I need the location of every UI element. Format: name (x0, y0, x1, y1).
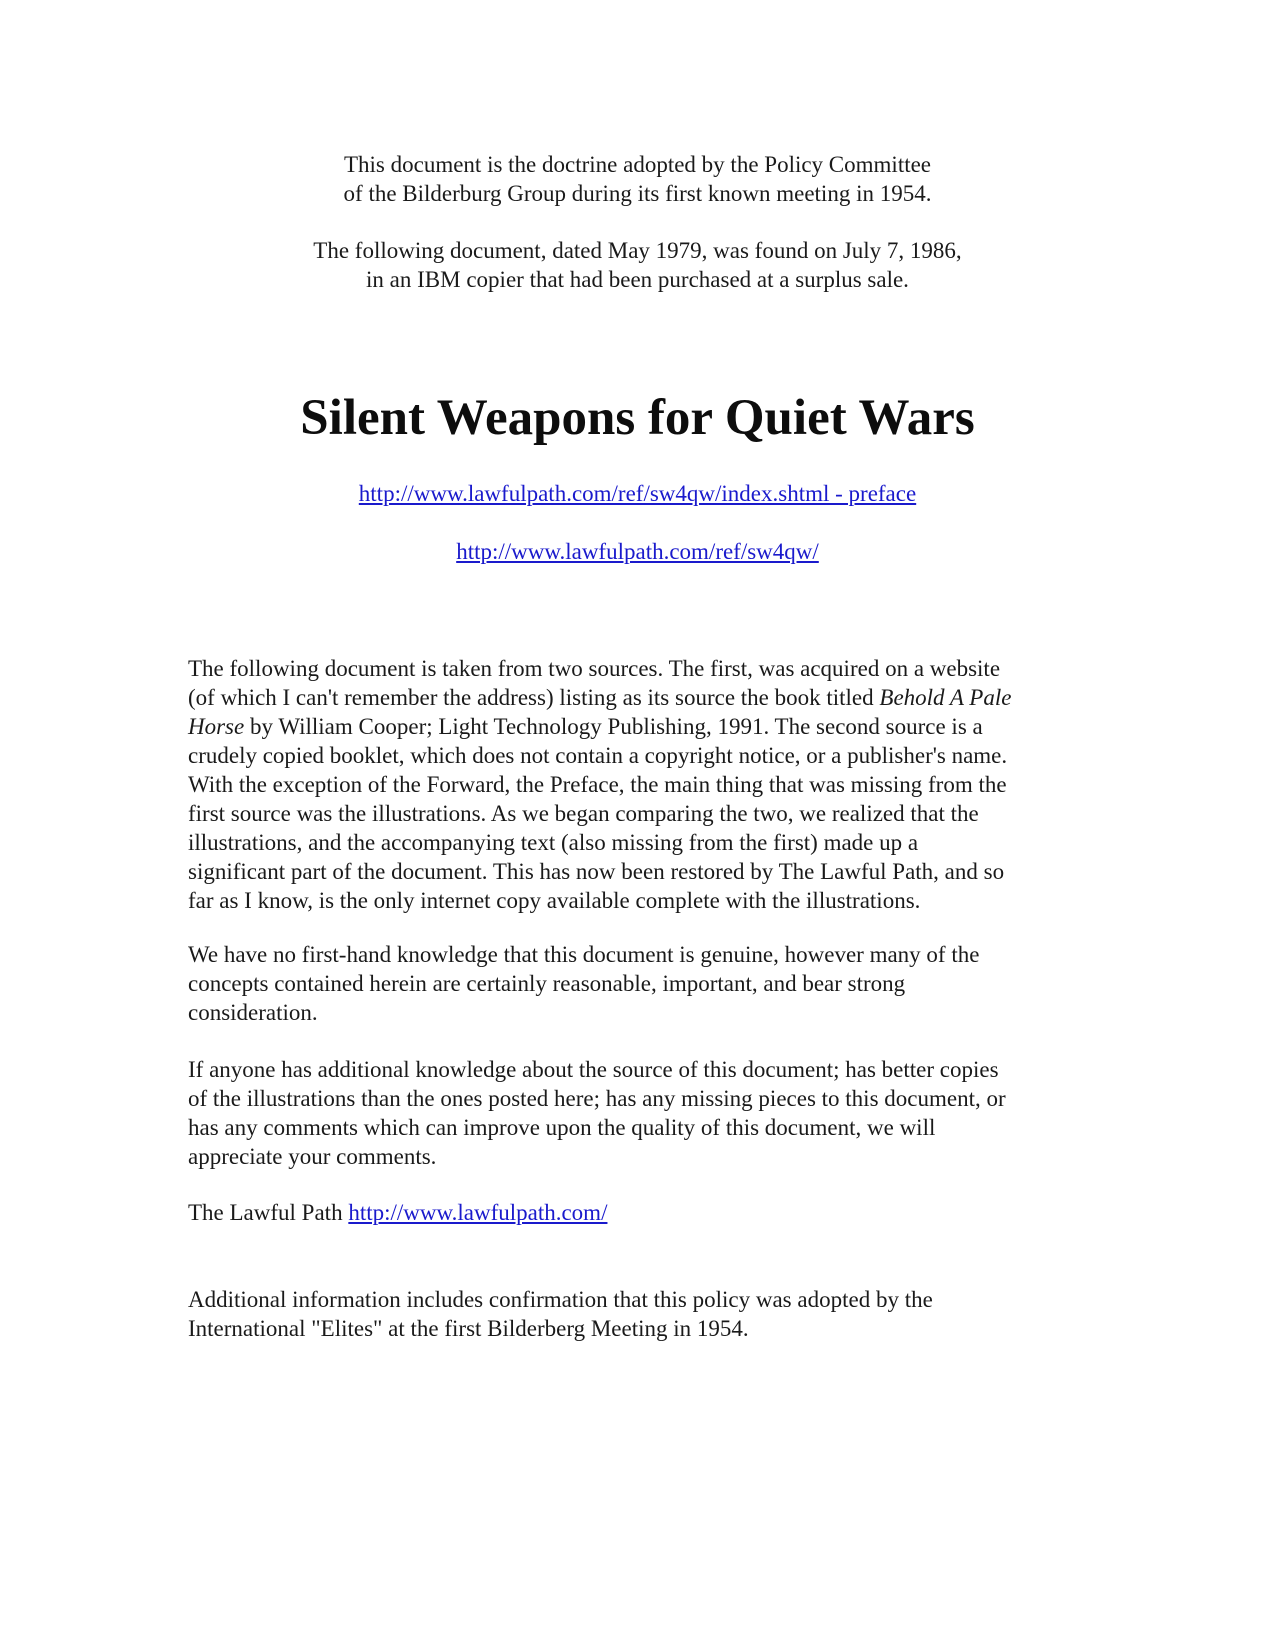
preface-link[interactable]: http://www.lawfulpath.com/ref/sw4qw/index.shtml - preface (358, 481, 917, 506)
intro-paragraph-1 (0, 150, 1275, 208)
text-segment: by William Cooper; Light Technology Publishing, 1991. The second source is a (244, 714, 983, 739)
text-segment: (of which I can't remember the address) listing as its source the book titled (188, 685, 880, 710)
text-line: first source was the illustrations. As we began comparing the two, we realized that the (188, 801, 979, 826)
text-line: Additional information includes confirmation that this policy was adopted by the (188, 1287, 933, 1312)
request-paragraph (188, 1055, 1088, 1171)
text-line: of the illustrations than the ones posted here; has any missing pieces to this document, or (188, 1086, 1006, 1111)
sources-paragraph (188, 654, 1088, 915)
text-line (188, 712, 1088, 741)
document-title: Silent Weapons for Quiet Wars (300, 390, 975, 446)
text-line: significant part of the document. This has now been restored by The Lawful Path, and so (188, 859, 1005, 884)
additional-info-paragraph (188, 1285, 1088, 1343)
text-line: consideration. (188, 1000, 318, 1025)
signature-label: The Lawful Path (188, 1200, 349, 1225)
book-title-part-1: Behold A Pale (879, 685, 1012, 710)
text-line: International "Elites" at the first Bilderberg Meeting in 1954. (188, 1316, 749, 1341)
preface-link-row (0, 479, 1275, 508)
text-line: We have no first-hand knowledge that this document is genuine, however many of the (188, 942, 980, 967)
disclaimer-paragraph (188, 940, 1088, 1027)
text-line: crudely copied booklet, which does not contain a copyright notice, or a publisher's name. (188, 743, 1008, 768)
intro-line: of the Bilderburg Group during its first known meeting in 1954. (343, 181, 932, 206)
main-link[interactable]: http://www.lawfulpath.com/ref/sw4qw/ (456, 539, 819, 564)
text-line: If anyone has additional knowledge about the source of this document; has better copies (188, 1057, 999, 1082)
intro-line: in an IBM copier that had been purchased at a surplus sale. (366, 267, 909, 292)
text-line: With the exception of the Forward, the Preface, the main thing that was missing from the (188, 772, 1007, 797)
text-line: has any comments which can improve upon the quality of this document, we will (188, 1115, 936, 1140)
intro-line: This document is the doctrine adopted by the Policy Committee (343, 152, 932, 177)
intro-line: The following document, dated May 1979, was found on July 7, 1986, (313, 238, 962, 263)
book-title-part-2: Horse (188, 714, 245, 739)
text-line: illustrations, and the accompanying text (also missing from the first) made up a (188, 830, 919, 855)
text-line: appreciate your comments. (188, 1144, 437, 1169)
text-line: concepts contained herein are certainly reasonable, important, and bear strong (188, 971, 906, 996)
text-line (188, 683, 1088, 712)
intro-paragraph-2 (0, 236, 1275, 294)
text-line (188, 1198, 1088, 1227)
main-link-row (0, 537, 1275, 566)
lawfulpath-link[interactable]: http://www.lawfulpath.com/ (348, 1200, 608, 1225)
text-line: The following document is taken from two sources. The first, was acquired on a website (188, 656, 1001, 681)
signature-paragraph (188, 1198, 1088, 1227)
text-line: far as I know, is the only internet copy available complete with the illustrations. (188, 888, 921, 913)
